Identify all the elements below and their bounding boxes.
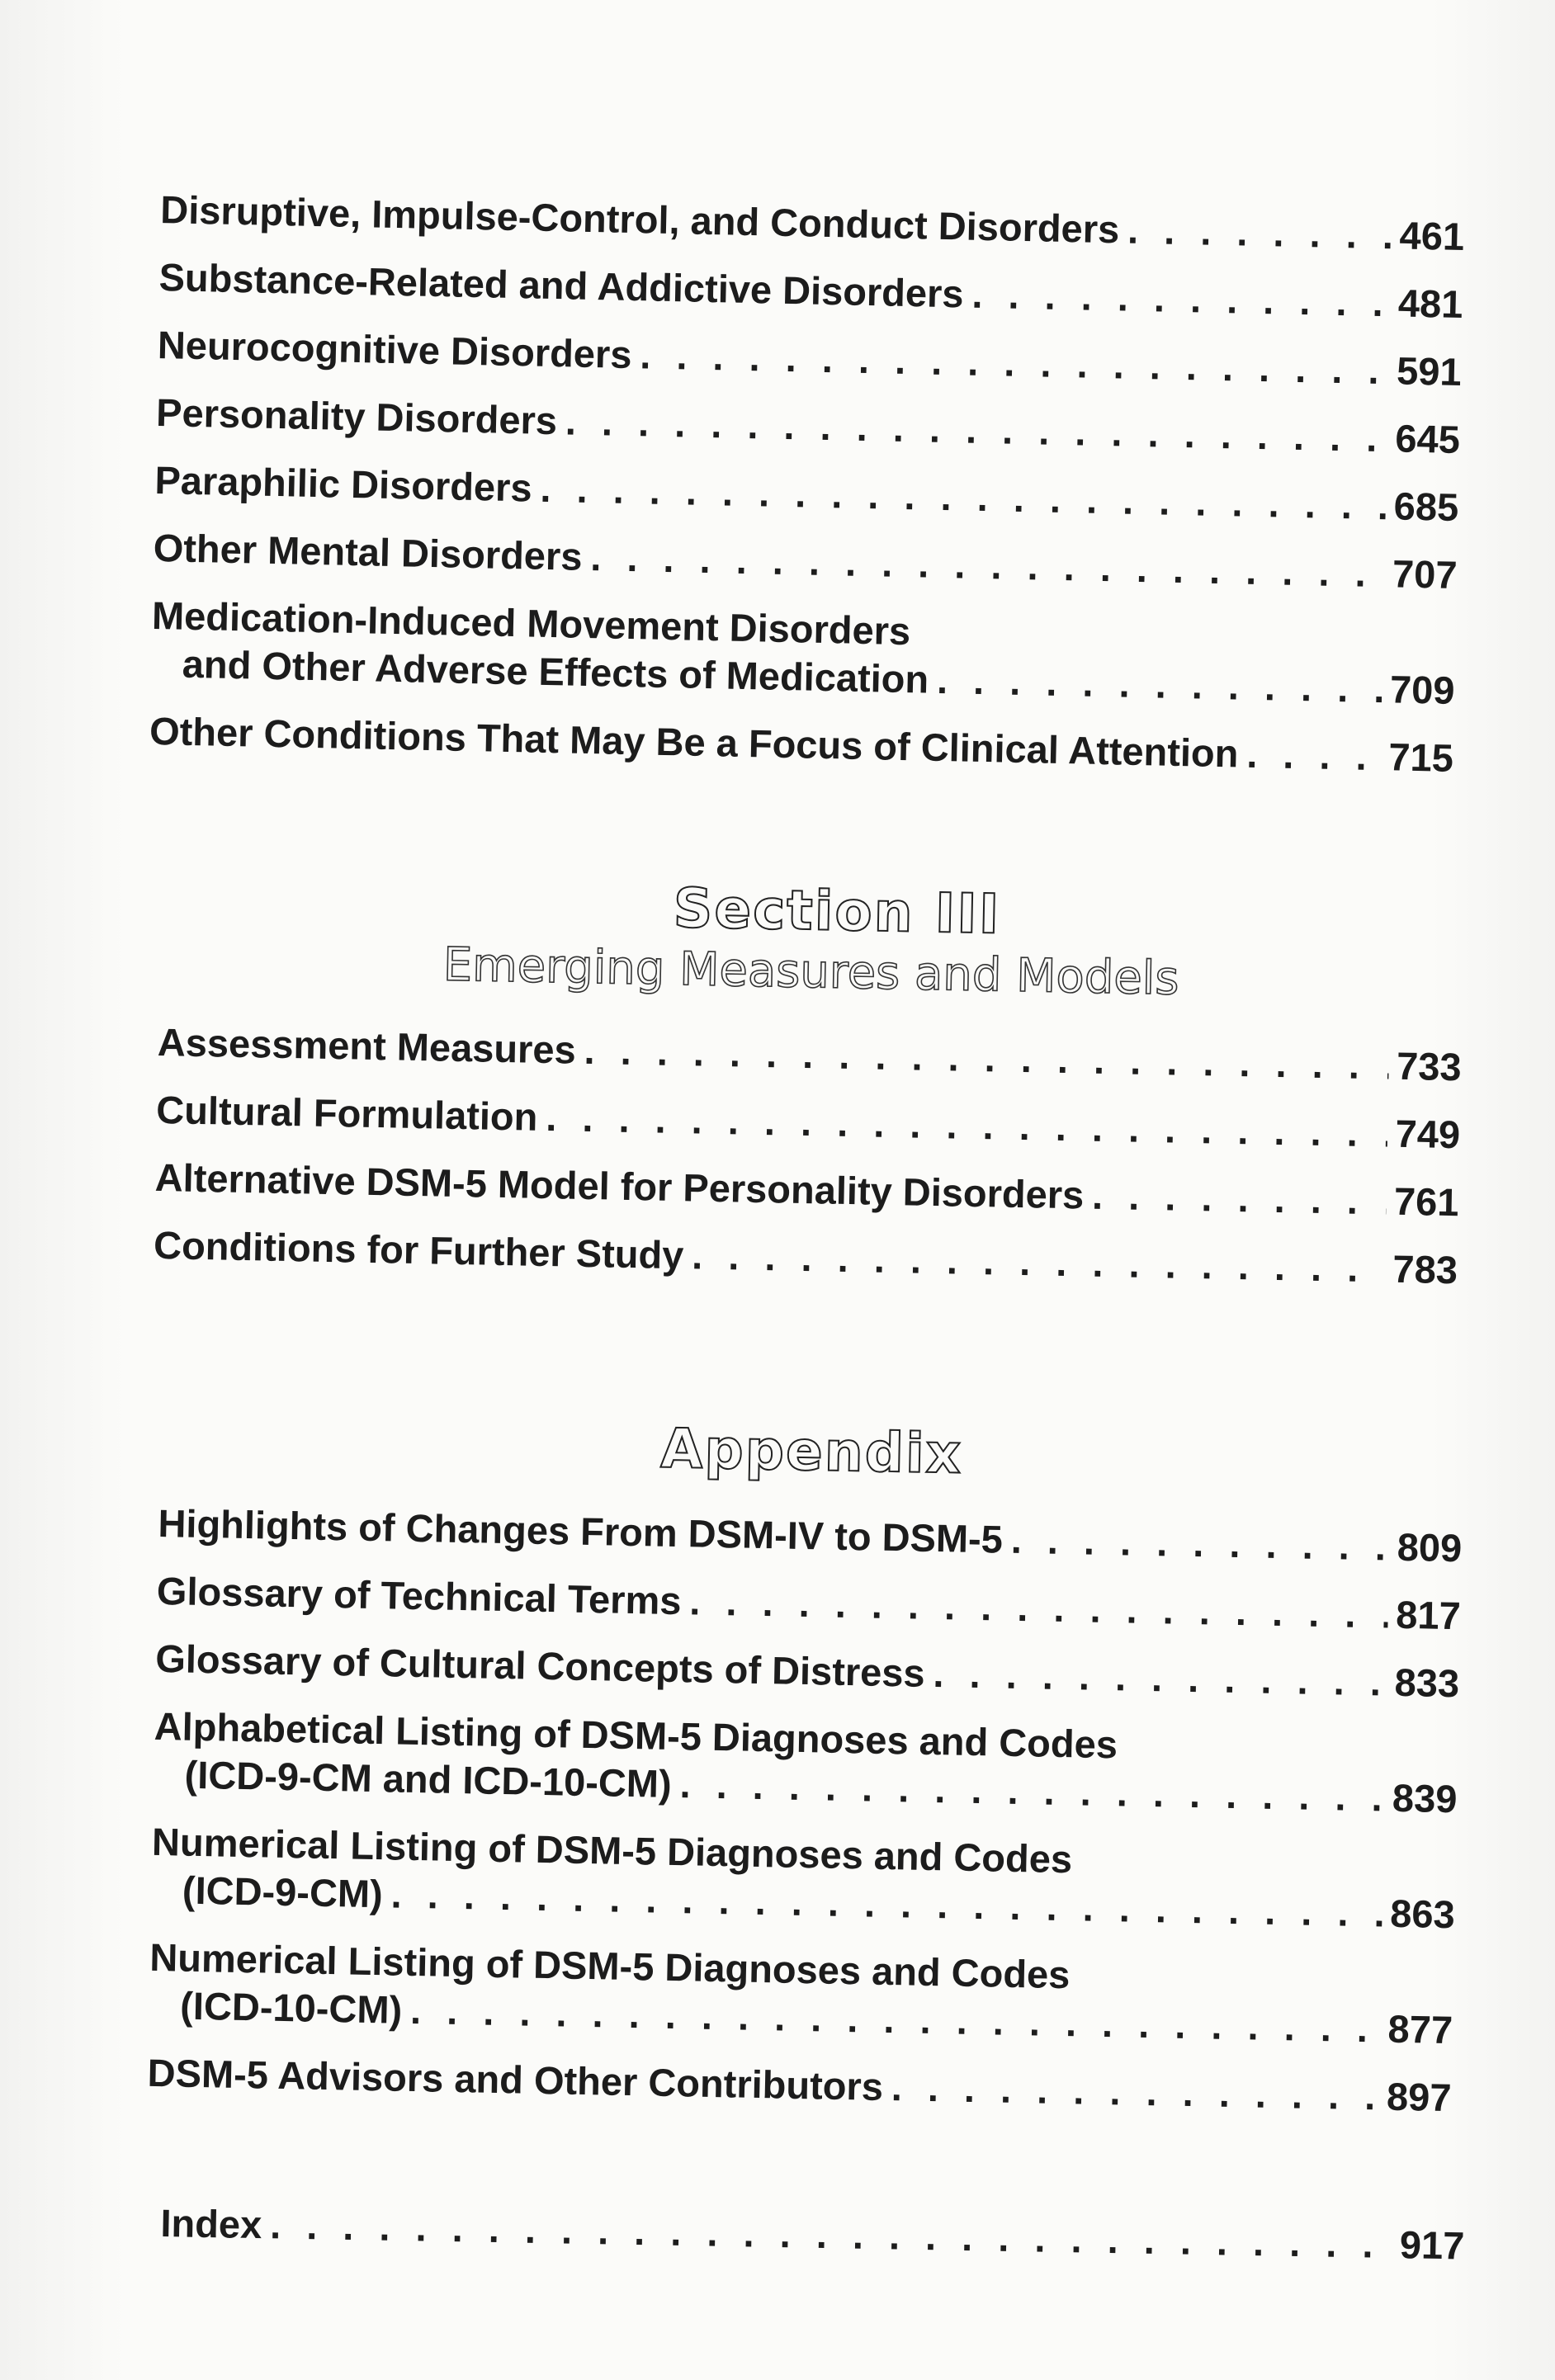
toc-entry-title-line1: Medication-Induced Movement Disorders xyxy=(151,593,911,654)
dot-leader xyxy=(1010,1516,1389,1571)
toc-entry-page: 897 xyxy=(1386,2074,1452,2120)
toc-entry xyxy=(155,1635,1460,1707)
dot-leader xyxy=(971,271,1391,328)
toc-entry-page: 761 xyxy=(1393,1178,1459,1225)
dot-leader xyxy=(1127,206,1392,260)
dot-leader xyxy=(891,2063,1378,2120)
toc-entry xyxy=(158,1499,1463,1572)
toc-entry-title: Alternative DSM-5 Model for Personality Disorders xyxy=(154,1155,1085,1217)
toc-entry xyxy=(157,1018,1462,1091)
dot-leader xyxy=(1246,730,1381,781)
dot-leader xyxy=(689,1577,1388,1638)
toc-entry xyxy=(156,1567,1461,1640)
section-subtitle: Emerging Measures and Models xyxy=(442,937,1180,1006)
toc-entry-title: Glossary of Technical Terms xyxy=(156,1568,682,1623)
toc-entry-title: Substance-Related and Addictive Disorders xyxy=(158,254,965,316)
appendix-title: Appendix xyxy=(659,1416,963,1486)
dot-leader xyxy=(270,2201,1392,2269)
toc-entry-title: Other Conditions That May Be a Focus of Clinical Attention xyxy=(149,708,1239,776)
toc-entry-page: 685 xyxy=(1393,484,1459,530)
toc-entry xyxy=(149,707,1454,782)
toc-entry-title: Index xyxy=(160,2200,262,2247)
toc-entry-title-line1: Alphabetical Listing of DSM-5 Diagnoses and Codes xyxy=(154,1703,1118,1767)
toc-entry xyxy=(147,2049,1452,2122)
dot-leader xyxy=(937,656,1382,713)
toc-entry-title-line1: Numerical Listing of DSM-5 Diagnoses and Codes xyxy=(151,1819,1073,1882)
toc-entry-multiline xyxy=(150,592,1456,715)
dot-leader xyxy=(1092,1172,1387,1225)
dot-leader xyxy=(933,1650,1387,1707)
toc-entry-title: DSM-5 Advisors and Other Contributors xyxy=(147,2050,884,2108)
toc-entry-title: Personality Disorders xyxy=(155,390,558,443)
toc-entry-multiline xyxy=(150,1818,1456,1938)
toc-entry-title-line2: and Other Adverse Effects of Medication xyxy=(182,641,929,701)
toc-entry xyxy=(160,2199,1465,2270)
toc-entry xyxy=(156,389,1461,464)
dot-leader xyxy=(540,465,1386,530)
toc-entry-title-line1: Numerical Listing of DSM-5 Diagnoses and Codes xyxy=(149,1934,1071,1997)
toc-entry-title: Glossary of Cultural Concepts of Distress xyxy=(154,1636,926,1695)
toc-entry-title-line2: (ICD-9-CM) xyxy=(182,1868,384,1916)
toc-entry xyxy=(153,524,1458,599)
toc-entry-page: 749 xyxy=(1395,1111,1461,1157)
toc-entry xyxy=(154,1221,1458,1294)
toc-entry-title: Assessment Measures xyxy=(157,1019,577,1072)
toc-entry-title: Disruptive, Impulse-Control, and Conduct Disorders xyxy=(159,187,1120,252)
toc-entry xyxy=(154,456,1459,531)
toc-entry-page: 709 xyxy=(1389,667,1456,712)
toc-entry xyxy=(154,1154,1459,1226)
toc-entry-title: Conditions for Further Study xyxy=(153,1222,684,1277)
toc-entry xyxy=(158,253,1463,328)
toc-entry-title: Paraphilic Disorders xyxy=(154,457,533,510)
toc-appendix xyxy=(147,1374,1465,2142)
toc-entry-page: 645 xyxy=(1394,416,1461,462)
toc-entry-multiline xyxy=(153,1702,1458,1823)
toc-entry-title: Other Mental Disorders xyxy=(153,525,583,578)
toc-entry-page: 817 xyxy=(1395,1592,1462,1638)
toc-entry-multiline xyxy=(149,1934,1454,2054)
dot-leader xyxy=(546,1093,1387,1158)
toc-entry-page: 461 xyxy=(1399,213,1465,259)
toc-entry-title-line2: (ICD-9-CM and ICD-10-CM) xyxy=(184,1752,673,1806)
dot-leader xyxy=(565,397,1387,462)
section-title: Section III xyxy=(673,876,1002,947)
toc-entry xyxy=(156,1086,1461,1159)
toc-entry-page: 839 xyxy=(1392,1775,1458,1821)
toc-entry-title-line2: (ICD-10-CM) xyxy=(179,1983,403,2032)
dot-leader xyxy=(590,533,1385,597)
toc-section-3 xyxy=(153,867,1465,1314)
toc-entry-page: 733 xyxy=(1396,1043,1463,1089)
dot-leader xyxy=(584,1027,1389,1090)
toc-entry-page: 833 xyxy=(1394,1660,1460,1706)
toc-entry-title: Cultural Formulation xyxy=(155,1087,538,1139)
toc-entry-page: 917 xyxy=(1399,2222,1465,2268)
toc-section-2-continued xyxy=(149,186,1465,802)
toc-entry-title: Highlights of Changes From DSM-IV to DSM-5 xyxy=(158,1500,1004,1561)
toc-entry-page: 481 xyxy=(1397,281,1463,327)
toc-entry-page: 591 xyxy=(1396,348,1463,394)
toc-entry xyxy=(157,321,1462,396)
dot-leader xyxy=(640,331,1389,394)
toc-entry-title: Neurocognitive Disorders xyxy=(157,322,632,376)
toc-entry-page: 809 xyxy=(1397,1524,1463,1570)
dot-leader xyxy=(692,1231,1385,1292)
toc-entry-page: 877 xyxy=(1387,2006,1453,2052)
toc-entry-page: 707 xyxy=(1392,551,1458,597)
toc-entry-page: 783 xyxy=(1392,1246,1458,1292)
toc-entry-page: 863 xyxy=(1389,1891,1456,1937)
toc-entry-page: 715 xyxy=(1387,734,1454,780)
toc-entry xyxy=(160,186,1465,261)
toc-index xyxy=(160,2199,1465,2290)
